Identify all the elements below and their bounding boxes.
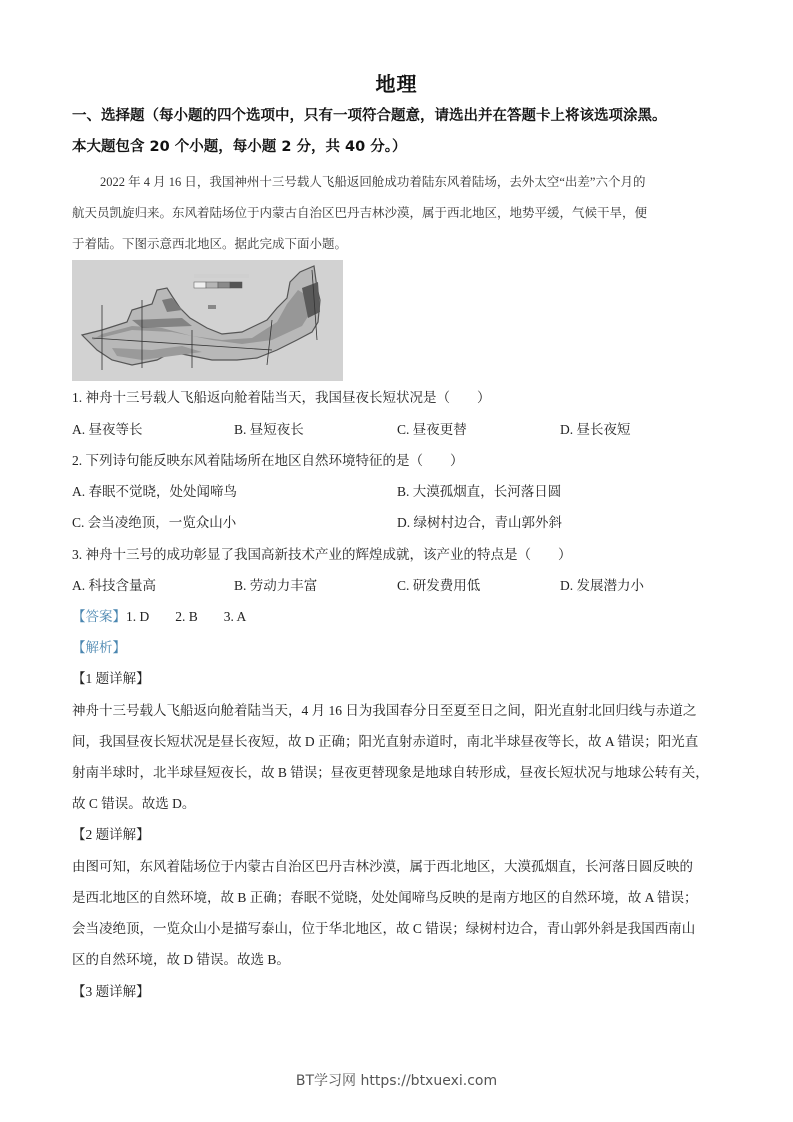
detail-1-heading: 【1 题详解】 <box>72 671 150 686</box>
section-heading-line2: 本大题包含 20 个小题，每小题 2 分，共 40 分。） <box>72 139 407 155</box>
question-3-option-d: D. 发展潜力小 <box>560 578 644 593</box>
question-1-option-b: B. 昼短夜长 <box>234 422 304 437</box>
question-2-option-a: A. 春眠不觉晓，处处闻啼鸟 <box>72 484 237 499</box>
answer-3: 3. A <box>223 609 247 624</box>
watermark-link[interactable]: BT学习网 https://btxuexi.com <box>295 1073 498 1089</box>
detail-1-line-3: 射南半球时，北半球昼短夜长，故 B 错误；昼夜更替现象是地球自转形成，昼夜长短状况与地球公转有关， <box>72 765 709 780</box>
detail-2-line-1: 由图可知，东风着陆场位于内蒙古自治区巴丹吉林沙漠，属于西北地区，大漠孤烟直，长河落日圆反映的 <box>72 859 693 874</box>
detail-3-heading: 【3 题详解】 <box>72 984 150 999</box>
detail-2-line-2: 是西北地区的自然环境，故 B 正确；春眠不觉晓，处处闻啼鸟反映的是南方地区的自然环境，故 A 错误； <box>72 890 698 905</box>
question-2-option-c: C. 会当凌绝顶，一览众山小 <box>72 515 237 530</box>
question-1-stem: 1. 神舟十三号载人飞船返向舱着陆当天，我国昼夜长短状况是（ ） <box>72 390 491 405</box>
intro-line-3: 于着陆。下图示意西北地区。据此完成下面小题。 <box>72 237 348 251</box>
question-1-option-c: C. 昼夜更替 <box>397 422 467 437</box>
answer-tag: 【答案】 <box>72 609 126 624</box>
northwest-region-map <box>72 260 343 381</box>
section-heading-line1: 一、选择题（每小题的四个选项中，只有一项符合题意，请选出并在答题卡上将该选项涂黑。 <box>72 108 667 124</box>
detail-1-line-1: 神舟十三号载人飞船返向舱着陆当天，4 月 16 日为我国春分日至夏至日之间，阳光直射北回归线与赤道之 <box>72 703 697 718</box>
question-2-option-d: D. 绿树村边合，青山郭外斜 <box>397 515 562 530</box>
question-2-option-b: B. 大漠孤烟直，长河落日圆 <box>397 484 562 499</box>
question-2-stem: 2. 下列诗句能反映东风着陆场所在地区自然环境特征的是（ ） <box>72 453 464 468</box>
question-3-option-a: A. 科技含量高 <box>72 578 156 593</box>
question-3-option-b: B. 劳动力丰富 <box>234 578 318 593</box>
page-title: 地理 <box>375 72 418 96</box>
answer-line <box>72 607 732 627</box>
detail-1-line-2: 间，我国昼夜长短状况是昼长夜短，故 D 正确；阳光直射赤道时，南北半球昼夜等长，故 A 错误；阳光直 <box>72 734 699 749</box>
map-graphic <box>72 260 343 381</box>
question-1-option-d: D. 昼长夜短 <box>560 422 631 437</box>
analysis-tag: 【解析】 <box>72 640 126 655</box>
detail-2-heading: 【2 题详解】 <box>72 827 150 842</box>
detail-1-line-4: 故 C 错误。故选 D。 <box>72 796 196 811</box>
answer-1: 1. D <box>126 609 150 624</box>
intro-line-1: 2022 年 4 月 16 日，我国神州十三号载人飞船返回舱成功着陆东风着陆场，去外太空“出差”六个月的 <box>100 175 646 189</box>
answer-2: 2. B <box>175 609 198 624</box>
intro-line-2: 航天员凯旋归来。东风着陆场位于内蒙古自治区巴丹吉林沙漠，属于西北地区，地势平缓，气候干旱，便 <box>72 206 648 220</box>
question-3-stem: 3. 神舟十三号的成功彰显了我国高新技术产业的辉煌成就，该产业的特点是（ ） <box>72 547 572 562</box>
footer-watermark[interactable] <box>0 1070 793 1090</box>
detail-2-line-3: 会当凌绝顶，一览众山小是描写泰山，位于华北地区，故 C 错误；绿树村边合，青山郭外斜是我国西南山 <box>72 921 696 936</box>
question-3-option-c: C. 研发费用低 <box>397 578 481 593</box>
detail-2-line-4: 区的自然环境，故 D 错误。故选 B。 <box>72 952 290 967</box>
question-1-option-a: A. 昼夜等长 <box>72 422 143 437</box>
